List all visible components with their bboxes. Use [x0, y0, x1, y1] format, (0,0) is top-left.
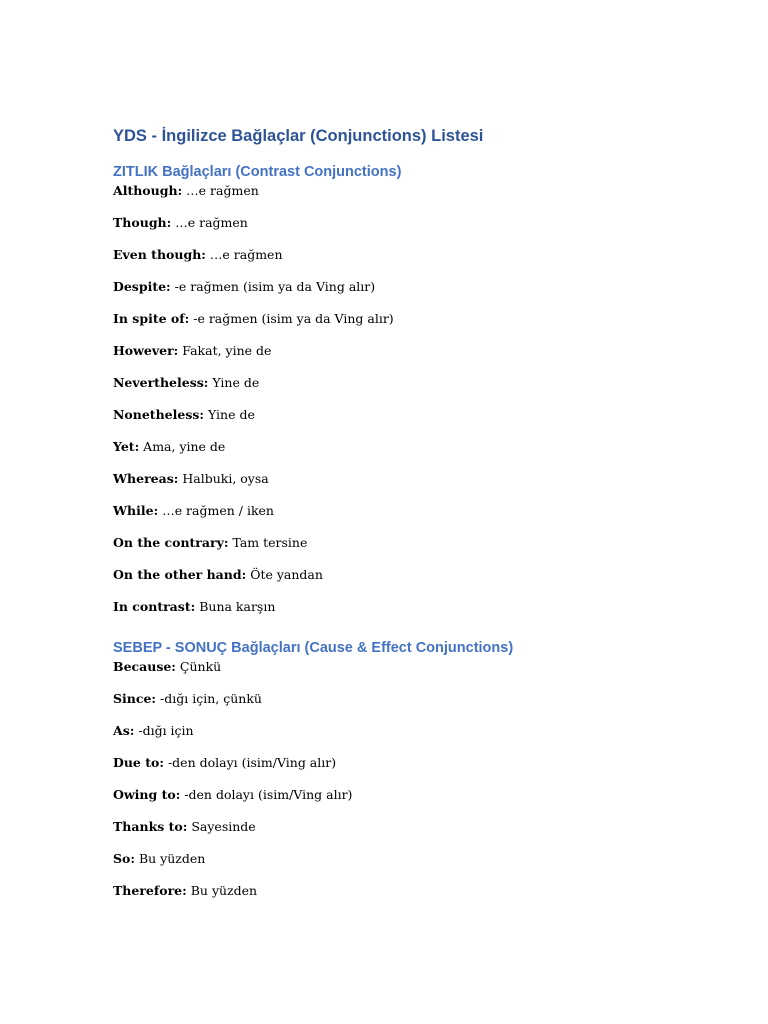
- conjunction-term: Nonetheless:: [113, 407, 205, 422]
- conjunction-meaning: -dığı için: [138, 723, 194, 738]
- section-list-cause-effect: [113, 659, 713, 915]
- list-item: [113, 375, 713, 407]
- list-item: [113, 659, 713, 691]
- conjunction-meaning: …e rağmen: [175, 215, 248, 230]
- document-page: [113, 124, 713, 915]
- conjunction-term: Whereas:: [113, 471, 179, 486]
- list-item: [113, 883, 713, 915]
- conjunction-term: Owing to:: [113, 787, 181, 802]
- document-title: YDS - İngilizce Bağlaçlar (Conjunctions) Listesi: [113, 127, 484, 145]
- conjunction-meaning: Fakat, yine de: [182, 343, 272, 358]
- conjunction-term: Though:: [113, 215, 172, 230]
- section-list-contrast: [113, 183, 713, 631]
- conjunction-term: Thanks to:: [113, 819, 188, 834]
- conjunction-meaning: Bu yüzden: [138, 851, 206, 866]
- list-item: [113, 535, 713, 567]
- conjunction-term: So:: [113, 851, 135, 866]
- conjunction-meaning: -den dolayı (isim/Ving alır): [167, 755, 337, 770]
- conjunction-meaning: Sayesinde: [191, 819, 256, 834]
- list-item: [113, 851, 713, 883]
- conjunction-term: While:: [113, 503, 159, 518]
- conjunction-term: In spite of:: [113, 311, 190, 326]
- section-heading-cause-effect: SEBEP - SONUÇ Bağlaçları (Cause & Effect Conjunctions): [113, 640, 514, 656]
- conjunction-term: Due to:: [113, 755, 164, 770]
- conjunction-term: Despite:: [113, 279, 171, 294]
- list-item: [113, 691, 713, 723]
- list-item: [113, 215, 713, 247]
- list-item: [113, 183, 713, 215]
- conjunction-term: Therefore:: [113, 883, 187, 898]
- conjunction-term: Since:: [113, 691, 157, 706]
- list-item: [113, 471, 713, 503]
- conjunction-term: However:: [113, 343, 179, 358]
- conjunction-term: On the contrary:: [113, 535, 229, 550]
- conjunction-meaning: …e rağmen: [209, 247, 283, 262]
- list-item: [113, 247, 713, 279]
- conjunction-meaning: Yine de: [212, 375, 260, 390]
- list-item: [113, 599, 713, 631]
- conjunction-term: As:: [113, 723, 135, 738]
- conjunction-meaning: Halbuki, oysa: [182, 471, 269, 486]
- section-heading-contrast: ZITLIK Bağlaçları (Contrast Conjunctions): [113, 164, 402, 180]
- list-item: [113, 279, 713, 311]
- list-item: [113, 787, 713, 819]
- conjunction-meaning: Ama, yine de: [143, 439, 226, 454]
- list-item: [113, 723, 713, 755]
- conjunction-term: Although:: [113, 183, 183, 198]
- conjunction-meaning: Çünkü: [179, 659, 222, 674]
- list-item: [113, 343, 713, 375]
- conjunction-meaning: -e rağmen (isim ya da Ving alır): [193, 311, 394, 326]
- list-item: [113, 567, 713, 599]
- conjunction-meaning: …e rağmen: [186, 183, 259, 198]
- list-item: [113, 819, 713, 851]
- conjunction-meaning: -dığı için, çünkü: [160, 691, 262, 706]
- list-item: [113, 439, 713, 471]
- conjunction-meaning: Bu yüzden: [190, 883, 258, 898]
- conjunction-term: Nevertheless:: [113, 375, 209, 390]
- list-item: [113, 755, 713, 787]
- conjunction-term: Yet:: [113, 439, 140, 454]
- conjunction-meaning: Yine de: [208, 407, 255, 422]
- conjunction-term: Because:: [113, 659, 176, 674]
- conjunction-meaning: Tam tersine: [232, 535, 308, 550]
- conjunction-meaning: -e rağmen (isim ya da Ving alır): [174, 279, 376, 294]
- list-item: [113, 503, 713, 535]
- list-item: [113, 407, 713, 439]
- conjunction-term: In contrast:: [113, 599, 196, 614]
- conjunction-meaning: Buna karşın: [199, 599, 276, 614]
- conjunction-meaning: Öte yandan: [250, 567, 323, 582]
- conjunction-term: On the other hand:: [113, 567, 247, 582]
- list-item: [113, 311, 713, 343]
- conjunction-term: Even though:: [113, 247, 206, 262]
- conjunction-meaning: …e rağmen / iken: [162, 503, 274, 518]
- conjunction-meaning: -den dolayı (isim/Ving alır): [184, 787, 353, 802]
